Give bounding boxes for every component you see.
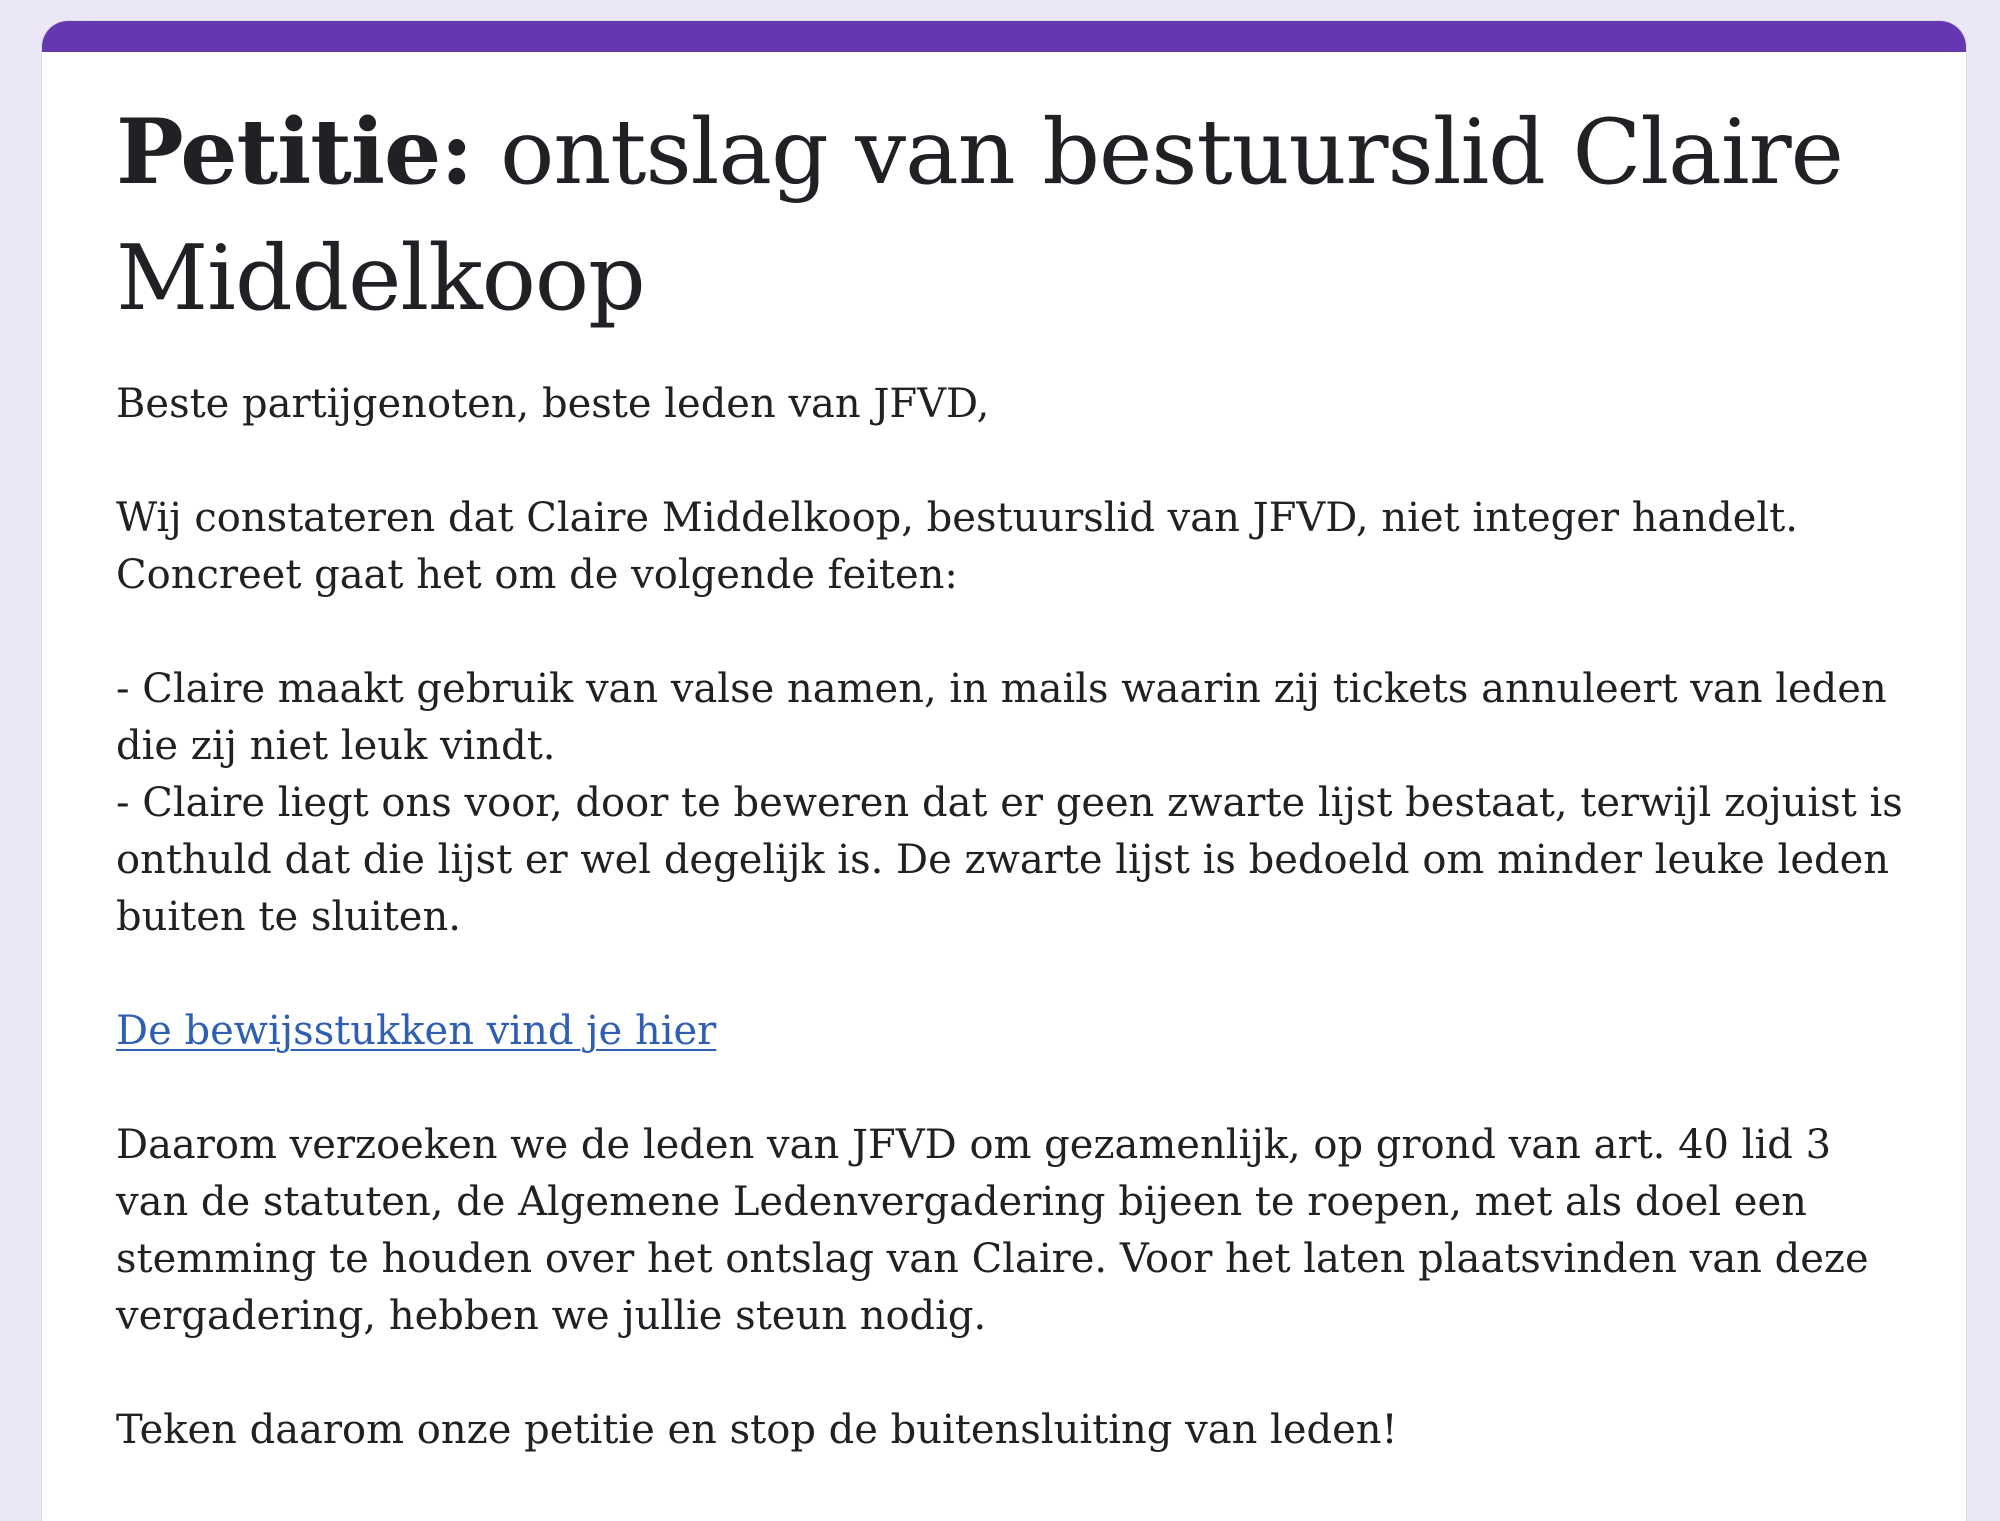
evidence-link-line: [116, 1003, 1906, 1060]
fact-item-2: - Claire liegt ons voor, door te beweren dat er geen zwarte lijst bestaat, terwijl zojuist is onthuld dat die lijst er wel degelijk is. De zwarte lijst is bedoeld om minder leuke leden buiten te sluiten.: [116, 780, 1903, 940]
evidence-link[interactable]: De bewijsstukken vind je hier: [116, 1008, 717, 1054]
intro-line-2: Concreet gaat het om de volgende feiten:: [116, 552, 958, 598]
form-title-rest: ontslag van bestuurslid Claire Middelkoop: [116, 100, 1843, 331]
paragraph-spacer: [116, 604, 1906, 661]
form-accent-bar: [42, 21, 1966, 52]
request-paragraph: Daarom verzoeken we de leden van JFVD om gezamenlijk, op grond van art. 40 lid 3 van de statuten, de Algemene Ledenvergadering bijeen te roepen, met als doel een stemming te houden over het ontslag van Claire. Voor het laten plaatsvinden van deze vergadering, hebben we jullie steun nodig.: [116, 1122, 1869, 1339]
paragraph-spacer: [116, 433, 1906, 490]
paragraph-spacer: [116, 1060, 1906, 1117]
fact-item-1: - Claire maakt gebruik van valse namen, in mails waarin zij tickets annuleert van leden die zij niet leuk vindt.: [116, 666, 1887, 769]
call-to-action-text: Teken daarom onze petitie en stop de buitensluiting van leden!: [116, 1407, 1398, 1453]
form-title-bold: Petitie:: [116, 99, 473, 205]
form-header-card: [42, 21, 1966, 1521]
paragraph-spacer: [116, 1345, 1906, 1402]
form-title: [116, 89, 1906, 342]
paragraph-spacer: [116, 946, 1906, 1003]
intro-line-1: Wij constateren dat Claire Middelkoop, bestuurslid van JFVD, niet integer handelt.: [116, 495, 1798, 541]
greeting-text: Beste partijgenoten, beste leden van JFVD,: [116, 381, 990, 427]
form-header-content: [116, 89, 1906, 1459]
form-description: [116, 376, 1906, 1459]
